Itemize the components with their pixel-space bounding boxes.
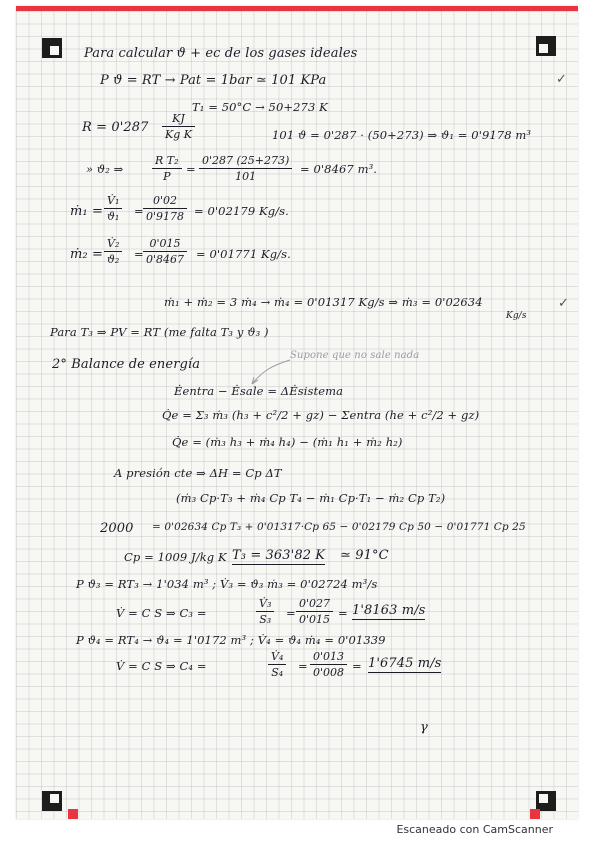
fraction-theta2-values: $\frac{0'287 (25+273)}{101}$ [199,154,292,183]
note-line-theta1: 101 ϑ = 0'287 · (50+273) ⇒ ϑ₁ = 0'9178 m³ [272,128,532,142]
note-line-t3-needed: Para T₃ ⇒ PV = RT (me falta T₃ y ϑ₃ ) [50,325,269,339]
note-line-t3-celsius: ≃ 91°C [340,548,389,563]
fraction-theta2-symbolic: $\frac{\text{R T₂}}{P}$ [152,154,182,183]
fraction-units: $\frac{KJ}{\text{Kg K}}$ [162,112,195,141]
note-line-intro: Para calcular ϑ + ec de los gases ideales [84,46,358,61]
note-line-annotation: Supone que no sale nada [290,350,420,361]
note-line-c4-label: V̇ = C S ⇒ C₄ = [116,659,207,673]
note-line-energy-balance-heading: 2° Balance de energía [52,357,201,372]
fraction-m2-symbolic: $\frac{\text{V̇₂}}{\text{ϑ₂}}$ [104,237,122,266]
check-mark-icon: ✓ [556,72,567,87]
check-mark-icon: ✓ [558,296,569,311]
fraction-m2-values: $\frac{0'015}{0'8467}$ [143,237,187,266]
equals-sign: = [338,606,348,620]
note-line-energy-eq: Ėentra − Ėsale = ΔĖsistema [174,384,344,398]
note-line-mass-balance: ṁ₁ + ṁ₂ = 3 ṁ₄ → ṁ₄ = 0'01317 Kg/s ⇒ ṁ₃ = 0'02634 [164,295,483,309]
note-line-theta2-result: = 0'8467 m³. [300,162,378,176]
fraction-m1-values: $\frac{0'02}{0'9178}$ [143,194,187,223]
equals-sign: = [352,659,362,673]
fraction-c4-symbolic: $\frac{\text{V̇₄}}{\text{S₄}}$ [268,650,286,679]
note-line-theta4: P ϑ₄ = RT₄ → ϑ₄ = 1'0172 m³ ; V̇₄ = ϑ₄ ṁ₄ = 0'01339 [76,633,386,647]
equals-sign: = [186,162,196,176]
note-line-theta2-label: » ϑ₂ ⇒ [86,162,124,176]
note-stray-mark: γ [420,720,428,735]
note-line-mass-units: Kg/s [506,311,527,321]
note-line-numeric-balance: = 0'02634 Cp T₃ + 0'01317·Cp 65 − 0'02179 Cp 50 − 0'01771 Cp 25 [152,521,526,533]
note-line-energy-expanded: Q̇e = Σ₃ ṁ₃ (h₃ + c²/2 + gz) − Σentra (he + c²/2 + gz) [162,408,480,422]
note-line-r-value: R = 0'287 [82,120,149,135]
fraction-c3-symbolic: $\frac{\text{V̇₃}}{\text{S₃}}$ [256,597,274,626]
note-line-m1-result: = 0'02179 Kg/s. [194,204,289,218]
note-line-c3-label: V̇ = C S ⇒ C₃ = [116,606,207,620]
equals-sign: = [134,204,144,218]
equals-sign: = [298,659,308,673]
note-line-q-value: 2000 [100,521,134,536]
fraction-c4-values: $\frac{0'013}{0'008}$ [310,650,347,679]
equals-sign: = [286,606,296,620]
note-line-energy-enthalpy: Q̇e = (ṁ₃ h₃ + ṁ₄ h₄) − (ṁ₁ h₁ + ṁ₂ h₂) [172,435,403,449]
note-line-c3-result: 1'8163 m/s [352,603,426,618]
fraction-m1-symbolic: $\frac{\text{V̇₁}}{\text{ϑ₁}}$ [104,194,122,223]
note-line-cp-expression: (ṁ₃ Cp·T₃ + ṁ₄ Cp T₄ − ṁ₁ Cp·T₁ − ṁ₂ Cp T₂) [176,491,446,505]
note-line-cp-value: Cp = 1009 J/kg K [124,550,227,564]
note-line-theta3: P ϑ₃ = RT₃ → 1'034 m³ ; V̇₃ = ϑ₃ ṁ₃ = 0'02724 m³/s [76,577,378,591]
note-line-m1-label: ṁ₁ = [70,204,103,219]
note-line-c4-result: 1'6745 m/s [368,656,442,671]
note-line-ideal-gas: P ϑ = RT → Pat = 1bar ≃ 101 KPa [100,73,327,88]
scanner-watermark: Escaneado con CamScanner [396,823,553,836]
note-line-m2-result: = 0'01771 Kg/s. [196,247,291,261]
equals-sign: = [134,247,144,261]
note-line-t3-result: T₃ = 363'82 K [232,548,326,563]
fraction-c3-values: $\frac{0'027}{0'015}$ [296,597,333,626]
note-line-m2-label: ṁ₂ = [70,247,103,262]
note-line-constant-pressure: A presión cte ⇒ ΔH = Cp ΔT [114,466,282,480]
note-line-t1: T₁ = 50°C → 50+273 K [192,100,328,114]
